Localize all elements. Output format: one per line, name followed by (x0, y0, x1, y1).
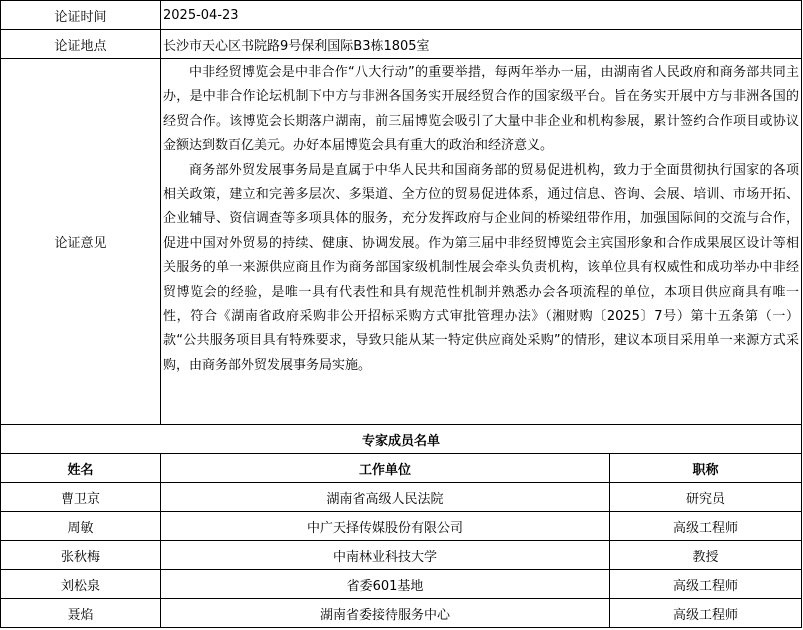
expert-name: 曹卫京 (1, 483, 161, 512)
experts-title-row (1, 425, 802, 454)
opinion-text (161, 59, 802, 425)
opinion-paragraph-2: 商务部外贸发展事务局是直属于中华人民共和国商务部的贸易促进机构，致力于全面贯彻执行国家的各项相关政策，建立和完善多层次、多渠道、全方位的贸易促进体系，通过信息、咨询、会展、培训、市场开拓、企业辅导、资信调查等多项具体的服务，充分发挥政府与企业间的桥梁纽带作用，加强国际间的交流与合作，促进中国对外贸易的持续、健康、协调发展。作为第三届中非经贸博览会主宾国形象和合作成果展区设计等相关服务的单一来源供应商且作为商务部国家级机制性展会牵头负责机构，该单位具有权威性和成功举办中非经贸博览会的经验，是唯一具有代表性和具有规范性机制并熟悉办会各项流程的单位，本项目供应商具有唯一性，符合《湖南省政府采购非公开招标采购方式审批管理办法》（湘财购〔2025〕7号）第十五条第（一）款“公共服务项目具有特殊要求，导致只能从某一特定供应商处采购”的情形，建议本项目采用单一来源方式采购，由商务部外贸发展事务局实施。 (163, 162, 799, 373)
header-title: 职称 (610, 454, 802, 483)
expert-title: 教授 (610, 541, 802, 570)
table-row (1, 512, 802, 541)
time-label: 论证时间 (1, 1, 161, 30)
expert-title: 高级工程师 (610, 599, 802, 628)
table-row (1, 541, 802, 570)
table-row (1, 570, 802, 599)
expert-name: 刘松泉 (1, 570, 161, 599)
expert-title: 高级工程师 (610, 570, 802, 599)
table-row (1, 599, 802, 628)
table-row (1, 483, 802, 512)
experts-title: 专家成员名单 (1, 425, 802, 454)
expert-name: 张秋梅 (1, 541, 161, 570)
place-label: 论证地点 (1, 30, 161, 59)
time-row (1, 1, 802, 30)
header-unit: 工作单位 (161, 454, 610, 483)
place-value: 长沙市天心区书院路9号保利国际B3栋1805室 (161, 30, 802, 59)
expert-unit: 中广天择传媒股份有限公司 (161, 512, 610, 541)
header-name: 姓名 (1, 454, 161, 483)
expert-unit: 中南林业科技大学 (161, 541, 610, 570)
expert-title: 研究员 (610, 483, 802, 512)
place-row (1, 30, 802, 59)
opinion-row (1, 59, 802, 425)
expert-unit: 湖南省高级人民法院 (161, 483, 610, 512)
experts-header-row (1, 454, 802, 483)
opinion-label: 论证意见 (1, 59, 161, 425)
time-value: 2025-04-23 (161, 1, 802, 30)
expert-unit: 省委601基地 (161, 570, 610, 599)
opinion-paragraph-1: 中非经贸博览会是中非合作“八大行动”的重要举措，每两年举办一届，由湖南省人民政府和商务部共同主办，是中非合作论坛机制下中方与非洲各国务实开展经贸合作的国家级平台。旨在务实开展中方与非洲各国的经贸合作。该博览会长期落户湖南，前三届博览会吸引了大量中非企业和机构参展，累计签约合作项目或协议金额达到数百亿美元。办好本届博览会具有重大的政治和经济意义。 (163, 65, 799, 154)
expert-name: 周敏 (1, 512, 161, 541)
expert-unit: 湖南省委接待服务中心 (161, 599, 610, 628)
expert-name: 聂焰 (1, 599, 161, 628)
expert-title: 高级工程师 (610, 512, 802, 541)
